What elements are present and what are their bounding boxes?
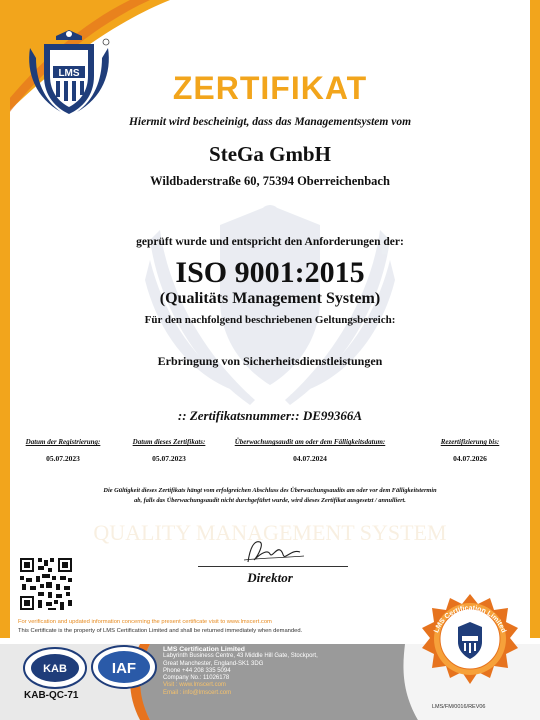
iaf-logo-text: IAF bbox=[111, 660, 137, 677]
validity-line: ab, falls das Überwachungsaudit nicht durchgeführt wurde, wird dieses Zertifikat ausgesetzt / annulliert. bbox=[134, 497, 406, 504]
certificate-title: ZERTIFIKAT bbox=[172, 70, 368, 106]
kab-logo-icon bbox=[22, 646, 88, 690]
qr-code-icon[interactable] bbox=[18, 556, 74, 612]
kab-code: KAB-QC-71 bbox=[24, 690, 79, 701]
dates-row bbox=[0, 438, 540, 468]
date-recertification bbox=[420, 438, 520, 463]
issuer-details bbox=[163, 646, 318, 697]
signature-role: Direktor bbox=[247, 570, 293, 585]
certification-badge-icon bbox=[418, 592, 522, 696]
date-label: Rezertifizierung bis: bbox=[440, 438, 500, 446]
issuer-address-line: Labyrinth Business Centre, 43 Middle Hill Gate, Stockport, bbox=[163, 653, 318, 660]
intro-text: Hiermit wird bescheinigt, dass das Managementsystem vom bbox=[128, 116, 412, 128]
date-label: Datum dieses Zertifikats: bbox=[132, 438, 206, 446]
signature-image bbox=[240, 534, 310, 566]
company-name: SteGa GmbH bbox=[209, 142, 331, 166]
validity-line: Die Gültigkeit dieses Zertifikats hängt vom erfolgreichen Abschluss des Überwachungsaudits am oder vor dem Fälligkeitstermin bbox=[103, 487, 437, 494]
badge-text: LMS Certification Limited bbox=[433, 604, 507, 634]
validity-note bbox=[0, 486, 540, 506]
issuer-phone: Phone +44 208 335 5094 bbox=[163, 667, 231, 674]
standard-number: ISO 9001:2015 bbox=[175, 256, 365, 289]
date-surveillance bbox=[222, 438, 398, 463]
date-value: 04.07.2024 bbox=[293, 454, 327, 463]
form-number: LMS/FM/0016/REV06 bbox=[432, 704, 486, 710]
issuer-company-no: Company No.: 11026178 bbox=[163, 675, 230, 682]
property-note: This Certificate is the property of LMS Certification Limited and shall be returned immediately when demanded. bbox=[18, 628, 303, 634]
issuer-address-line: Great Manchester, England-SK1 3DG bbox=[163, 660, 264, 667]
kab-logo-text: KAB bbox=[43, 663, 67, 675]
verification-note: For verification and updated information concerning the present certificate visit to www.lmscert.com bbox=[18, 619, 272, 625]
issuer-name: LMS Certification Limited bbox=[163, 646, 245, 653]
date-value: 04.07.2026 bbox=[453, 454, 487, 463]
date-value: 05.07.2023 bbox=[46, 454, 80, 463]
issuer-email[interactable]: Email : info@lmscert.com bbox=[163, 689, 232, 696]
requirements-text: geprüft wurde und entspricht den Anforderungen der: bbox=[136, 236, 404, 248]
iaf-logo-icon bbox=[90, 644, 158, 690]
logo-text: LMS bbox=[58, 68, 80, 79]
watermark-text: QUALITY MANAGEMENT SYSTEM bbox=[93, 520, 447, 545]
date-label: Überwachungsaudit am oder dem Fälligkeitsdatum: bbox=[234, 438, 386, 446]
date-certificate bbox=[124, 438, 214, 463]
scope-lead: Für den nachfolgend beschriebenen Geltungsbereich: bbox=[144, 314, 396, 326]
certificate-number: :: Zertifikatsnummer:: DE99366A bbox=[177, 408, 363, 423]
date-label: Datum der Registrierung: bbox=[25, 438, 101, 446]
date-registration bbox=[18, 438, 108, 463]
issuer-website[interactable]: Visit : www.lmscert.com bbox=[163, 682, 226, 689]
standard-name: (Qualitäts Management System) bbox=[159, 290, 381, 307]
company-address: Wildbaderstraße 60, 75394 Oberreichenbach bbox=[150, 174, 390, 188]
signature-line bbox=[198, 566, 348, 567]
scope-text: Erbringung von Sicherheitsdienstleistungen bbox=[157, 354, 383, 368]
date-value: 05.07.2023 bbox=[152, 454, 186, 463]
